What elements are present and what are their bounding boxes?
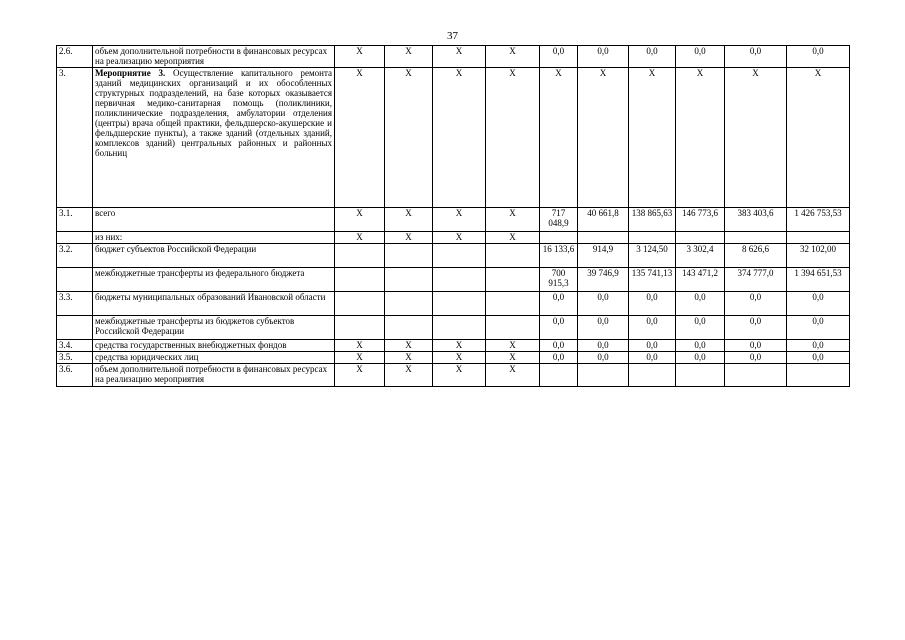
table-row <box>57 352 850 364</box>
row-number: 3. <box>57 68 93 208</box>
table-cell <box>540 232 578 244</box>
table-row <box>57 316 850 340</box>
table-cell <box>486 292 540 316</box>
row-name <box>93 268 335 292</box>
row-name <box>93 292 335 316</box>
table-cell: 0,0 <box>676 352 725 364</box>
table-cell: 0,0 <box>540 352 578 364</box>
measure-title: Мероприятие 3. <box>95 68 166 78</box>
table-cell: 374 777,0 <box>725 268 787 292</box>
table-row <box>57 292 850 316</box>
table-cell <box>433 292 486 316</box>
table-cell: 0,0 <box>540 46 578 68</box>
table-cell <box>787 364 850 387</box>
table-cell: Х <box>486 46 540 68</box>
row-name-text: из них: <box>95 232 123 242</box>
table-row <box>57 364 850 387</box>
table-cell: 0,0 <box>540 340 578 352</box>
table-cell: 39 746,9 <box>578 268 629 292</box>
table-cell: 0,0 <box>578 316 629 340</box>
table-cell: 0,0 <box>578 340 629 352</box>
table-cell <box>486 244 540 268</box>
table-cell: Х <box>335 68 385 208</box>
table-cell <box>433 244 486 268</box>
table-cell: Х <box>433 46 486 68</box>
table-cell: Х <box>486 232 540 244</box>
table-cell: 0,0 <box>787 352 850 364</box>
table-row <box>57 268 850 292</box>
table-cell <box>486 316 540 340</box>
row-name <box>93 316 335 340</box>
table-cell <box>787 232 850 244</box>
table-cell: 0,0 <box>725 340 787 352</box>
table-cell: Х <box>385 68 433 208</box>
table-cell: Х <box>385 352 433 364</box>
table-cell: 0,0 <box>540 316 578 340</box>
table-cell: Х <box>787 68 850 208</box>
table-cell <box>433 316 486 340</box>
table-cell <box>676 364 725 387</box>
table-cell: Х <box>433 352 486 364</box>
table-cell: 0,0 <box>725 352 787 364</box>
row-name <box>93 68 335 208</box>
table-cell <box>433 268 486 292</box>
table-cell: 143 471,2 <box>676 268 725 292</box>
table-cell: 1 394 651,53 <box>787 268 850 292</box>
row-name-text: средства юридических лиц <box>95 352 199 362</box>
table-cell: 32 102,00 <box>787 244 850 268</box>
table-cell: 135 741,13 <box>629 268 676 292</box>
table-cell: Х <box>433 340 486 352</box>
table-cell <box>335 292 385 316</box>
table-cell: 40 661,8 <box>578 208 629 232</box>
table-cell: Х <box>385 208 433 232</box>
table-cell: 717 048,9 <box>540 208 578 232</box>
table-cell: Х <box>486 208 540 232</box>
table-cell: Х <box>385 364 433 387</box>
table-row <box>57 46 850 68</box>
table-cell: 0,0 <box>676 46 725 68</box>
row-name <box>93 244 335 268</box>
table-cell: 1 426 753,53 <box>787 208 850 232</box>
budget-table <box>56 45 850 387</box>
table-cell: 146 773,6 <box>676 208 725 232</box>
table-cell: 0,0 <box>578 292 629 316</box>
table-cell: 0,0 <box>676 340 725 352</box>
table-cell <box>578 364 629 387</box>
row-number: 3.4. <box>57 340 93 352</box>
table-cell: 0,0 <box>787 340 850 352</box>
row-name <box>93 352 335 364</box>
table-cell <box>540 364 578 387</box>
table-cell: Х <box>486 340 540 352</box>
table-cell: 383 403,6 <box>725 208 787 232</box>
table-cell <box>385 316 433 340</box>
table-cell: Х <box>578 68 629 208</box>
row-number <box>57 316 93 340</box>
table-cell: 0,0 <box>787 46 850 68</box>
table-cell <box>486 268 540 292</box>
table-cell: Х <box>335 46 385 68</box>
table-cell: Х <box>335 352 385 364</box>
row-name-text: бюджет субъектов Российской Федерации <box>95 244 257 254</box>
page-number: 37 <box>447 30 458 42</box>
row-name <box>93 364 335 387</box>
row-name-text: бюджеты муниципальных образований Ивановской области <box>95 292 326 302</box>
table-cell: 0,0 <box>629 46 676 68</box>
row-name <box>93 340 335 352</box>
table-cell: 0,0 <box>629 340 676 352</box>
row-number: 3.5. <box>57 352 93 364</box>
table-cell: Х <box>676 68 725 208</box>
table-cell: 138 865,63 <box>629 208 676 232</box>
table-cell: Х <box>433 68 486 208</box>
table-cell <box>385 268 433 292</box>
row-name-text: межбюджетные трансферты из федерального бюджета <box>95 268 305 278</box>
row-name-text: межбюджетные трансферты из бюджетов субъектов Российской Федерации <box>95 316 295 336</box>
table-cell: Х <box>540 68 578 208</box>
table-cell <box>385 244 433 268</box>
table-cell: 16 133,6 <box>540 244 578 268</box>
table-row <box>57 244 850 268</box>
table-cell: Х <box>433 232 486 244</box>
table-cell: 0,0 <box>787 292 850 316</box>
table-cell: 0,0 <box>676 292 725 316</box>
row-name <box>93 46 335 68</box>
table-cell: 0,0 <box>725 46 787 68</box>
table-cell <box>629 364 676 387</box>
table-cell <box>335 268 385 292</box>
row-number: 3.2. <box>57 244 93 268</box>
row-number <box>57 232 93 244</box>
table-cell: Х <box>486 364 540 387</box>
table-cell <box>725 232 787 244</box>
row-name-text: объем дополнительной потребности в финансовых ресурсах на реализацию мероприятия <box>95 364 328 384</box>
table-cell: 3 302,4 <box>676 244 725 268</box>
row-number: 3.1. <box>57 208 93 232</box>
table-cell: Х <box>486 352 540 364</box>
row-name-text: средства государственных внебюджетных фондов <box>95 340 287 350</box>
table-cell <box>676 232 725 244</box>
table-cell: Х <box>335 340 385 352</box>
table-cell: 8 626,6 <box>725 244 787 268</box>
row-number: 3.6. <box>57 364 93 387</box>
table-cell: 914,9 <box>578 244 629 268</box>
table-row <box>57 208 850 232</box>
row-name <box>93 232 335 244</box>
table-cell: 3 124,50 <box>629 244 676 268</box>
row-name-text: объем дополнительной потребности в финансовых ресурсах на реализацию мероприятия <box>95 46 328 66</box>
table-cell: 0,0 <box>725 292 787 316</box>
table-cell: 0,0 <box>578 352 629 364</box>
row-name <box>93 208 335 232</box>
row-name-text: всего <box>95 208 116 218</box>
table-cell: Х <box>385 340 433 352</box>
table-row <box>57 68 850 208</box>
table-row <box>57 232 850 244</box>
table-cell: Х <box>385 46 433 68</box>
table-cell <box>725 364 787 387</box>
table-cell: Х <box>335 232 385 244</box>
table-cell: 0,0 <box>676 316 725 340</box>
table-cell: Х <box>335 208 385 232</box>
table-cell: 0,0 <box>787 316 850 340</box>
table-cell: Х <box>433 208 486 232</box>
row-name-text: Осуществление капитального ремонта зданий медицинских организаций и их обособленных структурных подразделений, на базе которых оказывается первичная медико-санитарная помощь (поликлиники, поликлинические подразделения, амбулатории отделения (центры) врача общей практики, фельдшерско-акушерские и фельдшерские пункты), а также зданий (отдельных зданий, комплексов зданий) центральных районных и районных больниц <box>95 68 332 158</box>
table-cell <box>335 316 385 340</box>
table-cell: Х <box>335 364 385 387</box>
table-cell <box>578 232 629 244</box>
table-cell: 0,0 <box>629 352 676 364</box>
table-cell: 0,0 <box>540 292 578 316</box>
row-number: 3.3. <box>57 292 93 316</box>
table-cell <box>335 244 385 268</box>
table-cell: 0,0 <box>629 316 676 340</box>
table-cell: Х <box>486 68 540 208</box>
table-cell: Х <box>385 232 433 244</box>
table-cell: Х <box>725 68 787 208</box>
table-cell: 700 915,3 <box>540 268 578 292</box>
table-cell: Х <box>433 364 486 387</box>
table-cell: 0,0 <box>725 316 787 340</box>
row-number <box>57 268 93 292</box>
table-cell <box>629 232 676 244</box>
table-cell: Х <box>629 68 676 208</box>
table-row <box>57 340 850 352</box>
table-cell: 0,0 <box>629 292 676 316</box>
table-cell: 0,0 <box>578 46 629 68</box>
table-cell <box>385 292 433 316</box>
row-number: 2.6. <box>57 46 93 68</box>
